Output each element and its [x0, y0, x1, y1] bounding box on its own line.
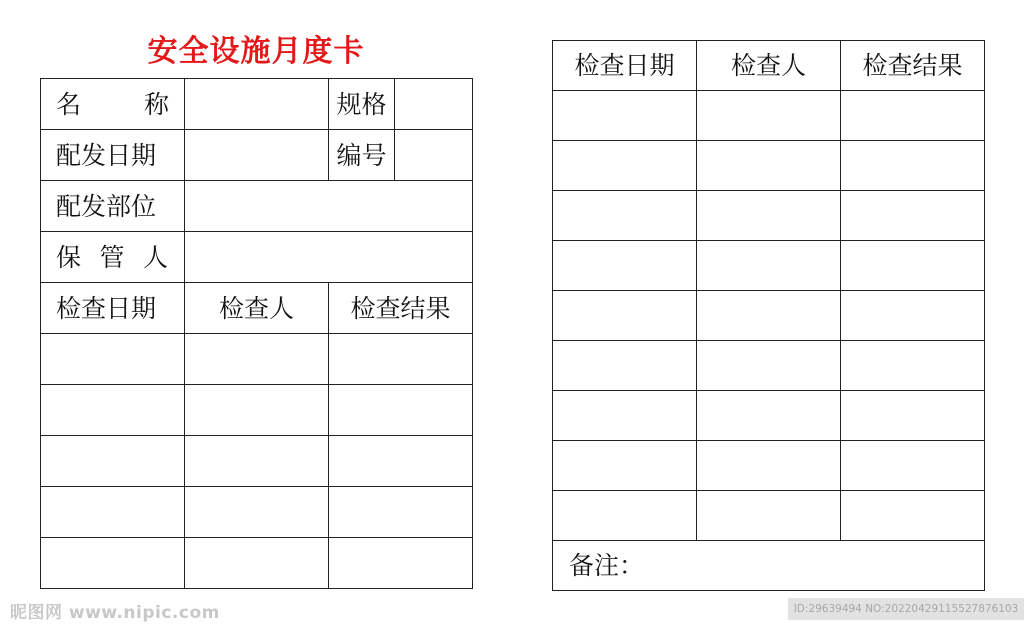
- inspection-result-cell[interactable]: [841, 91, 985, 141]
- header-inspection-result: 检查结果: [841, 41, 985, 91]
- safety-card-right: [552, 40, 985, 591]
- info-row-keeper: [41, 232, 473, 283]
- inspection-date-cell[interactable]: [41, 334, 185, 385]
- number-value-cell[interactable]: [395, 130, 473, 181]
- inspector-cell[interactable]: [185, 538, 329, 589]
- inspection-row: [41, 538, 473, 589]
- inspection-row: [553, 141, 985, 191]
- spec-value-cell[interactable]: [395, 79, 473, 130]
- inspection-row: [41, 436, 473, 487]
- inspection-date-cell[interactable]: [41, 436, 185, 487]
- inspector-cell[interactable]: [697, 441, 841, 491]
- inspection-date-cell[interactable]: [553, 441, 697, 491]
- inspector-cell[interactable]: [697, 191, 841, 241]
- inspection-date-cell[interactable]: [553, 91, 697, 141]
- inspector-cell[interactable]: [185, 334, 329, 385]
- safety-card-left: [40, 78, 473, 589]
- header-inspector: 检查人: [185, 283, 329, 334]
- issue-date-label: 配发日期: [41, 130, 185, 181]
- header-inspection-date: 检查日期: [41, 283, 185, 334]
- inspector-cell[interactable]: [697, 341, 841, 391]
- inspection-header-row: [553, 41, 985, 91]
- inspector-cell[interactable]: [185, 436, 329, 487]
- inspection-result-cell[interactable]: [329, 436, 473, 487]
- inspection-date-cell[interactable]: [553, 141, 697, 191]
- number-label: 编号: [329, 130, 395, 181]
- inspection-row: [41, 385, 473, 436]
- inspection-result-cell[interactable]: [841, 391, 985, 441]
- inspector-cell[interactable]: [697, 491, 841, 541]
- inspection-date-cell[interactable]: [553, 491, 697, 541]
- inspection-date-cell[interactable]: [41, 487, 185, 538]
- inspector-cell[interactable]: [185, 487, 329, 538]
- inspection-row: [553, 91, 985, 141]
- inspection-result-cell[interactable]: [841, 491, 985, 541]
- inspection-date-cell[interactable]: [553, 291, 697, 341]
- inspection-result-cell[interactable]: [329, 334, 473, 385]
- spec-label: 规格: [329, 79, 395, 130]
- header-inspection-date: 检查日期: [553, 41, 697, 91]
- inspector-cell[interactable]: [697, 241, 841, 291]
- inspection-result-cell[interactable]: [841, 191, 985, 241]
- keeper-label-char-3: 人: [142, 242, 168, 272]
- name-label-char-2: 称: [143, 89, 169, 119]
- inspection-result-cell[interactable]: [841, 341, 985, 391]
- inspection-date-cell[interactable]: [553, 241, 697, 291]
- inspection-row: [41, 334, 473, 385]
- inspector-cell[interactable]: [697, 91, 841, 141]
- watermark-left: 昵图网 www.nipic.com: [10, 603, 220, 623]
- name-label-char-1: 名: [56, 89, 82, 119]
- inspection-row: [553, 441, 985, 491]
- inspector-cell[interactable]: [697, 391, 841, 441]
- inspection-result-cell[interactable]: [841, 291, 985, 341]
- inspection-result-cell[interactable]: [329, 538, 473, 589]
- inspection-row: [41, 487, 473, 538]
- inspection-result-cell[interactable]: [841, 141, 985, 191]
- remarks-label[interactable]: 备注：: [553, 541, 985, 591]
- inspection-row: [553, 291, 985, 341]
- info-row-issue-date: [41, 130, 473, 181]
- inspection-date-cell[interactable]: [41, 538, 185, 589]
- name-value-cell[interactable]: [185, 79, 329, 130]
- inspection-date-cell[interactable]: [553, 191, 697, 241]
- inspection-header-row: [41, 283, 473, 334]
- header-inspection-result: 检查结果: [329, 283, 473, 334]
- inspector-cell[interactable]: [697, 141, 841, 191]
- inspection-row: [553, 391, 985, 441]
- inspection-result-cell[interactable]: [329, 487, 473, 538]
- name-label-cell: [41, 79, 185, 130]
- header-inspector: 检查人: [697, 41, 841, 91]
- keeper-label-char-2: 管: [99, 242, 125, 272]
- location-label: 配发部位: [41, 181, 185, 232]
- inspector-cell[interactable]: [697, 291, 841, 341]
- issue-date-value-cell[interactable]: [185, 130, 329, 181]
- inspection-date-cell[interactable]: [41, 385, 185, 436]
- inspection-row: [553, 341, 985, 391]
- location-value-cell[interactable]: [185, 181, 473, 232]
- card-title: 安全设施月度卡: [147, 34, 365, 69]
- inspection-result-cell[interactable]: [841, 441, 985, 491]
- keeper-value-cell[interactable]: [185, 232, 473, 283]
- inspector-cell[interactable]: [185, 385, 329, 436]
- watermark-right: ID:29639494 NO:20220429115527876103: [788, 598, 1024, 620]
- inspection-row: [553, 241, 985, 291]
- inspection-result-cell[interactable]: [841, 241, 985, 291]
- info-row-name: [41, 79, 473, 130]
- info-row-location: [41, 181, 473, 232]
- inspection-result-cell[interactable]: [329, 385, 473, 436]
- keeper-label-cell: [41, 232, 185, 283]
- inspection-row: [553, 191, 985, 241]
- inspection-row: [553, 491, 985, 541]
- remarks-row: [553, 541, 985, 591]
- inspection-date-cell[interactable]: [553, 391, 697, 441]
- inspection-date-cell[interactable]: [553, 341, 697, 391]
- keeper-label-char-1: 保: [56, 242, 82, 272]
